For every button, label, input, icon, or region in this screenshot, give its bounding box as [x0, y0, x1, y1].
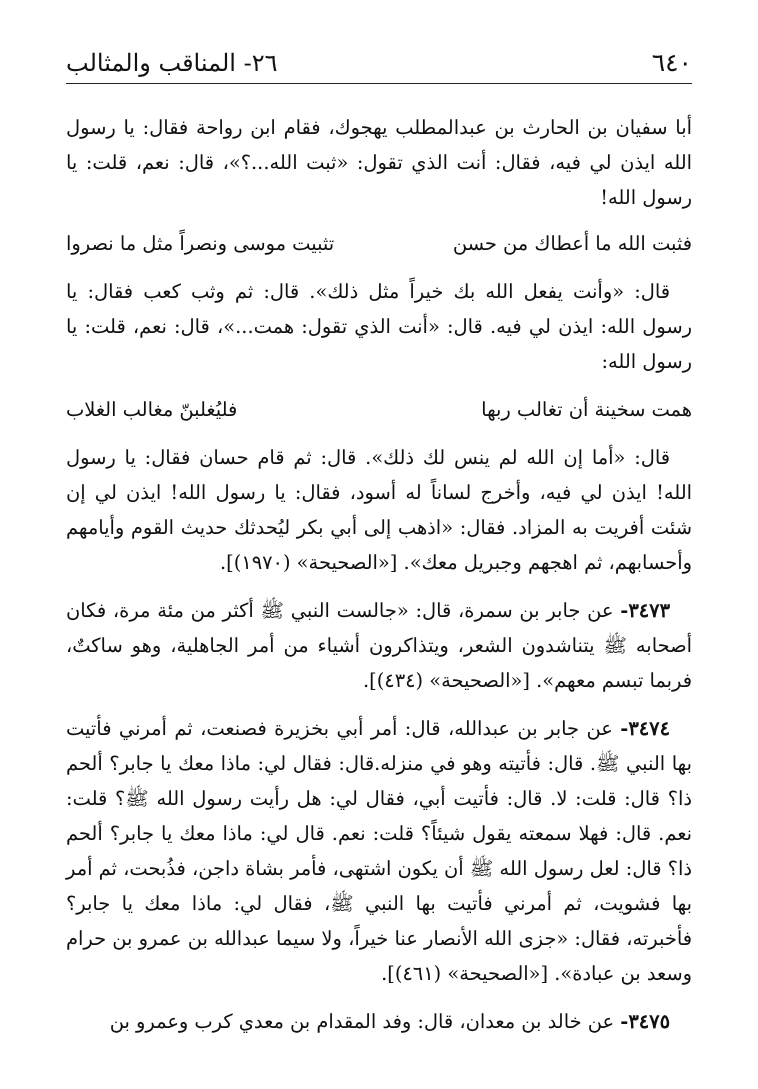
paragraph-kaab: قال: «وأنت يفعل الله بك خيراً مثل ذلك». قال: ثم وثب كعب فقال: يا رسول الله: ايذن لي فيه. قال: «أنت الذي تقول: همت...»، قال: نعم، قلت: يا رسول الله:: [66, 280, 692, 373]
verse-2-second-hemistich: فليُغلبنّ مغالب الغلاب: [66, 398, 238, 421]
verse-1-first-hemistich: فثبت الله ما أعطاك من حسن: [452, 232, 692, 255]
hadith-3475: [66, 1004, 692, 1039]
page-header: [66, 44, 692, 84]
hadith-number-3474: ٣٤٧٤-: [620, 717, 670, 740]
hadith-text-3473: عن جابر بن سمرة، قال: «جالست النبي ﷺ أكثر من مئة مرة، فكان أصحابه ﷺ يتناشدون الشعر، ويتذاكرون أشياء من أمر الجاهلية، وهو ساكتٌ، فربما تبسم معهم». [«الصحيحة» (٤٣٤)].: [66, 599, 692, 692]
hadith-3473: [66, 593, 692, 698]
hadith-text-3475: عن خالد بن معدان، قال: وفد المقدام بن معدي كرب وعمرو بن: [109, 1010, 615, 1033]
paragraph-hassan: قال: «أما إن الله لم ينس لك ذلك». قال: ثم قام حسان فقال: يا رسول الله! ايذن لي فيه، وأخرج لساناً له أسود، فقال: يا رسول الله! ايذن لي إن شئت أفريت به المزاد. فقال: «اذهب إلى أبي بكر ليُحدثك حديث القوم وأيامهم وأحسابهم، ثم اهجهم وجبريل معك». [«الصحيحة» (١٩٧٠)].: [66, 446, 692, 574]
hadith-number-3473: ٣٤٧٣-: [620, 599, 671, 622]
verse-1-second-hemistich: تثبيت موسى ونصراً مثل ما نصروا: [66, 232, 335, 255]
hadith-text-3474: عن جابر بن عبدالله، قال: أمر أبي بخزيرة فصنعت، ثم أمرني فأتيت بها النبي ﷺ. قال: فأتيته وهو في منزله.قال: فقال لي: ماذا معك يا جابر؟ ألحم ذا؟ قال: قلت: لا. قال: فأتيت أبي، فقال لي: هل رأيت رسول الله ﷺ؟ قلت: نعم. قال: فهلا سمعته يقول شيئاً؟ قلت: نعم. قال لي: ماذا معك يا جابر؟ ألحم ذا؟ قال: لعل رسول الله ﷺ أن يكون اشتهى، فأمر بشاة داجن، فذُبحت، ثم أمر بها فشويت، ثم أمرني فأتيت بها النبي ﷺ، فقال لي: ماذا معك يا جابر؟ فأخبرته، فقال: «جزى الله الأنصار عنا خيراً، ولا سيما عبدالله بن عمرو بن حرام وسعد بن عبادة». [«الصحيحة» (٤٦١)].: [66, 717, 692, 985]
verse-line-1: [66, 226, 692, 261]
page-number: ٦٤٠: [651, 48, 692, 77]
hadith-3474: [66, 711, 692, 991]
hadith-number-3475: ٣٤٧٥-: [620, 1010, 670, 1033]
paragraph-intro: أبا سفيان بن الحارث بن عبدالمطلب يهجوك، فقام ابن رواحة فقال: يا رسول الله ايذن لي فيه، فقال: أنت الذي تقول: «ثبت الله...؟»، قال: نعم، قلت: يا رسول الله!: [66, 116, 692, 209]
verse-2-first-hemistich: همت سخينة أن تغالب ربها: [481, 398, 692, 421]
chapter-title: ٢٦- المناقب والمثالب: [66, 49, 278, 77]
page-content: [66, 110, 692, 1052]
verse-line-2: [66, 392, 692, 427]
